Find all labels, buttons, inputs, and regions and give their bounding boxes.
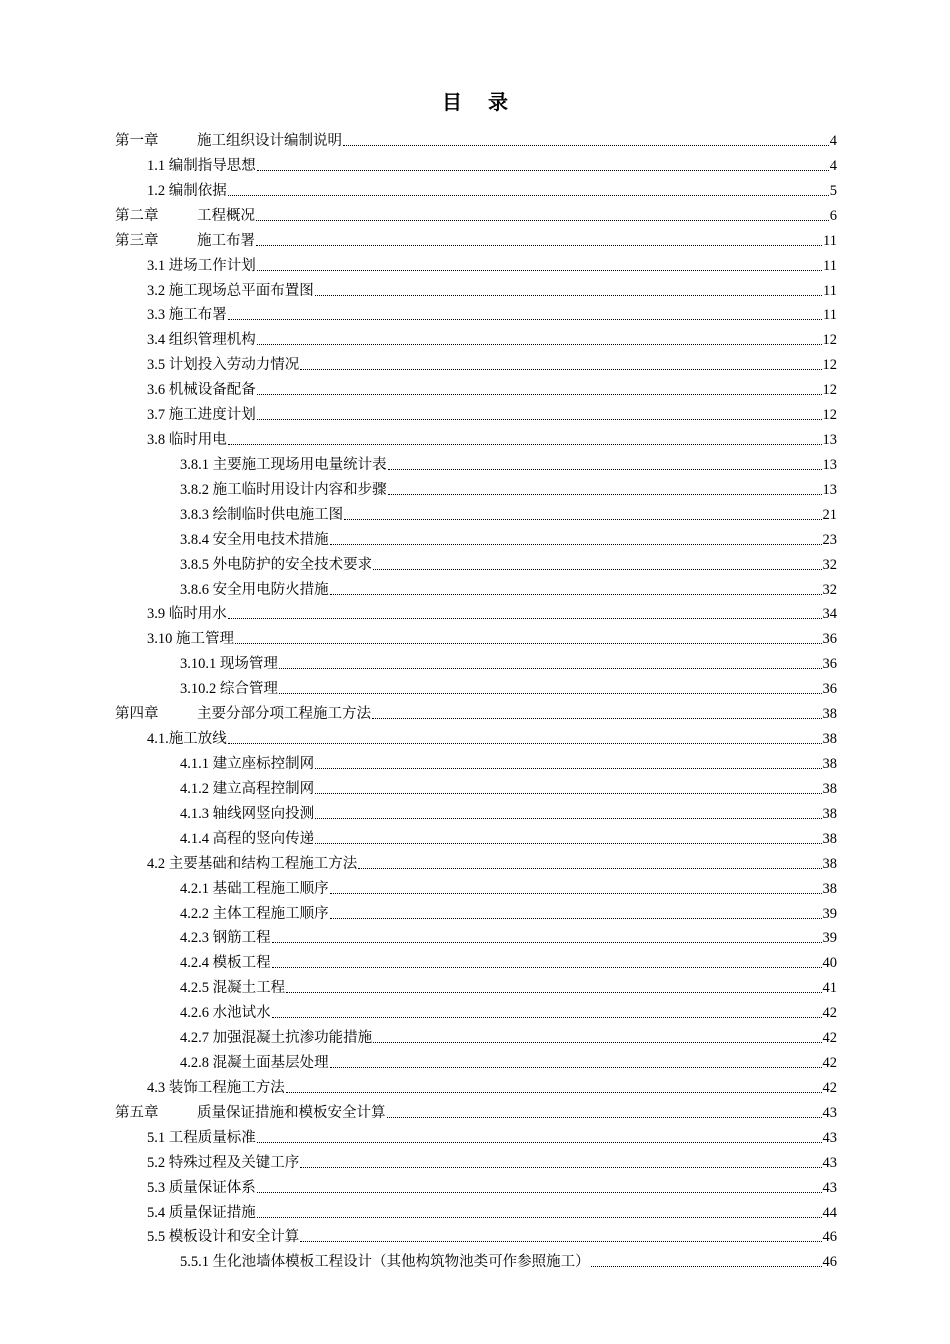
page-number: 40	[822, 955, 837, 972]
page-number: 42	[822, 1030, 837, 1047]
page-number: 39	[822, 905, 837, 922]
toc-entry-label	[147, 182, 227, 200]
toc-entry-label	[180, 805, 314, 823]
toc-entry-text: 3.8.4 安全用电技术措施	[180, 531, 329, 548]
page-number: 12	[822, 357, 837, 374]
toc-entry[interactable]	[147, 424, 837, 449]
toc-entry-text: 工程概况	[197, 207, 255, 224]
toc-entry[interactable]	[180, 648, 837, 673]
page-number: 4	[829, 157, 837, 174]
page-number: 38	[822, 805, 837, 822]
toc-entry-text: 3.8.2 施工临时用设计内容和步骤	[180, 481, 387, 498]
dot-leader	[279, 693, 822, 694]
dot-leader	[257, 1217, 822, 1218]
toc-entry-text: 5.3 质量保证体系	[147, 1179, 256, 1196]
toc-entry[interactable]	[180, 773, 837, 798]
toc-entry-label	[180, 481, 387, 499]
page-number: 42	[822, 1079, 837, 1096]
page-number: 38	[822, 731, 837, 748]
toc-entry[interactable]	[147, 1197, 837, 1222]
page-number: 42	[822, 1005, 837, 1022]
toc-entry-text: 4.2.3 钢筋工程	[180, 930, 271, 947]
page-number: 11	[823, 307, 837, 324]
toc-entry-label	[147, 630, 234, 648]
dot-leader	[373, 1042, 821, 1043]
toc-entry-text: 5.1 工程质量标准	[147, 1129, 256, 1146]
page-number: 44	[822, 1204, 837, 1221]
toc-entry-label	[147, 1129, 256, 1147]
dot-leader	[257, 419, 822, 420]
dot-leader	[300, 1167, 821, 1168]
toc-entry-label	[147, 1154, 299, 1172]
toc-entry-text: 5.4 质量保证措施	[147, 1204, 256, 1221]
page-number: 11	[823, 232, 837, 249]
page-number: 12	[822, 407, 837, 424]
toc-entry-text: 3.9 临时用水	[147, 606, 227, 623]
toc-entry-text: 3.6 机械设备配备	[147, 382, 256, 399]
dot-leader	[330, 544, 822, 545]
page-number: 12	[822, 332, 837, 349]
chapter-number: 第三章	[115, 232, 159, 249]
page-number: 12	[822, 382, 837, 399]
toc-entry-label	[147, 381, 256, 399]
toc-entry-label	[115, 132, 342, 150]
dot-leader	[330, 893, 822, 894]
toc-entry-text: 3.1 进场工作计划	[147, 257, 256, 274]
toc-entry[interactable]	[180, 947, 837, 972]
dot-leader	[315, 818, 821, 819]
toc-entry-text: 4.3 装饰工程施工方法	[147, 1079, 285, 1096]
page-number: 38	[822, 855, 837, 872]
toc-entry[interactable]	[115, 125, 837, 150]
toc-entry[interactable]	[180, 798, 837, 823]
toc-entry-text: 3.3 施工布署	[147, 307, 227, 324]
toc-entry[interactable]	[180, 524, 837, 549]
toc-entry[interactable]	[180, 748, 837, 773]
toc-entry-label	[115, 207, 255, 225]
chapter-number: 第五章	[115, 1104, 159, 1121]
dot-leader	[272, 967, 822, 968]
toc-entry[interactable]	[115, 1097, 837, 1122]
toc-entry[interactable]	[180, 499, 837, 524]
toc-entry-label	[180, 979, 285, 997]
toc-entry-label	[147, 157, 256, 175]
dot-leader	[344, 519, 821, 520]
toc-entry[interactable]	[180, 823, 837, 848]
toc-entry-label	[180, 905, 329, 923]
dot-leader	[272, 942, 822, 943]
dot-leader	[272, 1017, 822, 1018]
dot-leader	[256, 220, 829, 221]
toc-entry-label	[180, 456, 387, 474]
page-number: 32	[822, 581, 837, 598]
toc-entry-label	[115, 232, 255, 250]
toc-entry-label	[147, 730, 227, 748]
toc-entry[interactable]	[115, 200, 837, 225]
toc-entry[interactable]	[180, 972, 837, 997]
chapter-number: 第二章	[115, 207, 159, 224]
toc-entry-text: 4.2.2 主体工程施工顺序	[180, 905, 329, 922]
dot-leader	[257, 344, 822, 345]
toc-entry-text: 4.1.2 建立高程控制网	[180, 780, 315, 797]
page-number: 13	[822, 456, 837, 473]
dot-leader	[300, 369, 821, 370]
page-number: 43	[822, 1104, 837, 1121]
dot-leader	[300, 1241, 821, 1242]
dot-leader	[372, 718, 822, 719]
dot-leader	[388, 494, 822, 495]
dot-leader	[228, 743, 822, 744]
toc-entry-text: 施工组织设计编制说明	[197, 133, 342, 149]
toc-entry-label	[180, 1253, 590, 1271]
page-number: 36	[822, 681, 837, 698]
toc-entry-label	[180, 655, 278, 673]
toc-entry-text: 3.8.6 安全用电防火措施	[180, 581, 329, 598]
toc-entry-text: 5.5 模板设计和安全计算	[147, 1229, 300, 1246]
toc-entry-text: 5.5.1 生化池墙体模板工程设计（其他构筑物池类可作参照施工）	[180, 1254, 590, 1271]
toc-entry-label	[180, 680, 278, 698]
dot-leader	[315, 768, 821, 769]
page-number: 46	[822, 1254, 837, 1271]
toc-entry-label	[147, 1204, 256, 1222]
toc-entry-text: 4.1.1 建立座标控制网	[180, 756, 315, 772]
dot-leader	[315, 295, 822, 296]
toc-entry[interactable]	[147, 349, 837, 374]
toc-entry-text: 4.1.3 轴线网竖向投测	[180, 805, 315, 822]
page-number: 21	[822, 506, 837, 523]
toc-entry-text: 3.2 施工现场总平面布置图	[147, 282, 314, 299]
toc-entry-text: 4.2.7 加强混凝土抗渗功能措施	[180, 1030, 373, 1047]
toc-entry-text: 3.8 临时用电	[147, 432, 227, 449]
toc-entry[interactable]	[180, 474, 837, 499]
toc-entry[interactable]	[147, 399, 837, 424]
toc-entry-text: 3.7 施工进度计划	[147, 407, 256, 424]
toc-entry-label	[147, 406, 256, 424]
toc-entry-text: 1.2 编制依据	[147, 182, 227, 199]
dot-leader	[591, 1266, 822, 1267]
toc-entry[interactable]	[180, 549, 837, 574]
dot-leader	[257, 270, 822, 271]
toc-entry-label	[180, 880, 329, 898]
toc-entry-label	[115, 1104, 386, 1122]
page-number: 38	[822, 706, 837, 723]
toc-entry[interactable]	[180, 1047, 837, 1072]
toc-entry[interactable]	[180, 1246, 837, 1271]
toc-entry-label	[147, 1079, 285, 1097]
toc-entry-text: 4.2.1 基础工程施工顺序	[180, 880, 329, 897]
dot-leader	[235, 643, 822, 644]
page-number: 46	[822, 1229, 837, 1246]
dot-leader	[373, 569, 821, 570]
toc-entry-text: 4.2.6 水池试水	[180, 1005, 271, 1022]
dot-leader	[330, 594, 822, 595]
toc-entry-label	[147, 605, 227, 623]
toc-entry-text: 1.1 编制指导思想	[147, 157, 256, 174]
page-number: 41	[822, 980, 837, 997]
page-number: 34	[822, 606, 837, 623]
page-number: 43	[822, 1179, 837, 1196]
dot-leader	[228, 319, 822, 320]
toc-entry-text: 质量保证措施和模板安全计算	[197, 1104, 386, 1121]
toc-entry-text: 3.10.2 综合管理	[180, 681, 278, 698]
toc-entry[interactable]	[180, 997, 837, 1022]
toc-entry-text: 3.10.1 现场管理	[180, 656, 278, 673]
page-number: 13	[822, 481, 837, 498]
toc-entry-label	[180, 929, 271, 947]
toc-entry[interactable]	[147, 1122, 837, 1147]
toc-entry-text: 4.2.4 模板工程	[180, 955, 271, 972]
dot-leader	[286, 992, 821, 993]
toc-entry-text: 4.1.施工放线	[147, 731, 227, 748]
page-number: 38	[822, 880, 837, 897]
toc-entry-label	[180, 830, 314, 848]
toc-entry-text: 3.8.1 主要施工现场用电量统计表	[180, 456, 387, 473]
page-number: 13	[822, 432, 837, 449]
page-number: 43	[822, 1129, 837, 1146]
toc-entry[interactable]	[147, 1147, 837, 1172]
page-number: 39	[822, 930, 837, 947]
toc-title: 目录	[442, 90, 534, 114]
dot-leader	[257, 1142, 822, 1143]
dot-leader	[330, 1067, 822, 1068]
toc-entry-label	[180, 1004, 271, 1022]
toc-entry[interactable]	[147, 299, 837, 324]
toc-entry-text: 3.10 施工管理	[147, 631, 234, 648]
toc-entry-label	[180, 755, 314, 773]
toc-entry[interactable]	[147, 723, 837, 748]
toc-entry-label	[147, 306, 227, 324]
toc-entry-label	[147, 855, 357, 873]
page-number: 38	[822, 756, 837, 772]
toc-entry[interactable]	[147, 1072, 837, 1097]
toc-entry-label	[147, 431, 227, 449]
toc-entry[interactable]	[115, 225, 837, 250]
page-number: 11	[823, 282, 837, 299]
page-number: 42	[822, 1055, 837, 1072]
toc-entry-text: 主要分部分项工程施工方法	[197, 706, 371, 723]
toc-entry[interactable]	[180, 873, 837, 898]
toc-entry[interactable]	[147, 150, 837, 175]
page-number: 5	[829, 182, 837, 199]
toc-entry-label	[147, 331, 256, 349]
toc-entry[interactable]	[180, 673, 837, 698]
page-number: 43	[822, 1154, 837, 1171]
dot-leader	[388, 469, 822, 470]
toc-entry-text: 4.2.8 混凝土面基层处理	[180, 1055, 329, 1072]
dot-leader	[256, 245, 822, 246]
toc-entry[interactable]	[180, 1022, 837, 1047]
page-number: 4	[829, 133, 837, 149]
toc-entry-label	[147, 257, 256, 275]
toc-entry[interactable]	[147, 1172, 837, 1197]
toc-entry-label	[180, 581, 329, 599]
toc-entry[interactable]	[147, 175, 837, 200]
page-number: 23	[822, 531, 837, 548]
toc-entry-text: 5.2 特殊过程及关键工序	[147, 1154, 300, 1171]
toc-entry[interactable]	[147, 374, 837, 399]
toc-entry-text: 施工布署	[197, 232, 255, 249]
toc-entry-label	[147, 356, 299, 374]
toc-entry[interactable]	[180, 449, 837, 474]
dot-leader	[286, 1092, 822, 1093]
toc-entry[interactable]	[147, 275, 837, 300]
toc-entry-text: 4.1.4 高程的竖向传递	[180, 830, 315, 847]
page-number: 32	[822, 556, 837, 573]
toc-entry[interactable]	[115, 698, 837, 723]
toc-entry-label	[180, 1054, 329, 1072]
dot-leader	[387, 1117, 822, 1118]
page-number: 38	[822, 830, 837, 847]
toc-entry[interactable]	[147, 1221, 837, 1246]
page-number: 36	[822, 656, 837, 673]
dot-leader	[279, 668, 822, 669]
toc-entry[interactable]	[180, 922, 837, 947]
toc-entry-label	[147, 1179, 256, 1197]
toc-entry-text: 4.2 主要基础和结构工程施工方法	[147, 855, 358, 872]
dot-leader	[315, 793, 821, 794]
dot-leader	[257, 170, 829, 171]
toc-entry-text: 3.5 计划投入劳动力情况	[147, 357, 300, 374]
toc-entry-label	[180, 780, 314, 798]
toc-entry-label	[147, 282, 314, 300]
toc-entry[interactable]	[147, 848, 837, 873]
page-number: 36	[822, 631, 837, 648]
page-number: 38	[822, 780, 837, 797]
dot-leader	[330, 918, 822, 919]
dot-leader	[315, 843, 821, 844]
chapter-number: 第四章	[115, 706, 159, 723]
dot-leader	[228, 444, 822, 445]
page-number: 11	[823, 257, 837, 274]
toc-entry-text: 3.8.5 外电防护的安全技术要求	[180, 556, 373, 573]
dot-leader	[228, 195, 829, 196]
toc-entry[interactable]	[147, 324, 837, 349]
toc-entry-label	[147, 1228, 299, 1246]
toc-entry-label	[180, 556, 372, 574]
toc-entry-label	[180, 1029, 372, 1047]
chapter-number: 第一章	[115, 133, 159, 149]
toc-entry[interactable]	[180, 898, 837, 923]
toc-entry-text: 3.4 组织管理机构	[147, 332, 256, 349]
toc-entry-text: 4.2.5 混凝土工程	[180, 980, 286, 997]
toc-entry-label	[115, 705, 371, 723]
toc-entry[interactable]	[147, 598, 837, 623]
page-number: 6	[829, 207, 837, 224]
dot-leader	[257, 1192, 822, 1193]
toc-entry-label	[180, 954, 271, 972]
toc-entry-label	[180, 506, 343, 524]
toc-entry[interactable]	[147, 250, 837, 275]
toc-entry[interactable]	[147, 623, 837, 648]
dot-leader	[257, 394, 822, 395]
dot-leader	[358, 868, 821, 869]
dot-leader	[343, 145, 829, 146]
toc-entry-text: 3.8.3 绘制临时供电施工图	[180, 506, 344, 523]
toc-entry[interactable]	[180, 574, 837, 599]
dot-leader	[228, 618, 822, 619]
toc-entry-label	[180, 531, 329, 549]
